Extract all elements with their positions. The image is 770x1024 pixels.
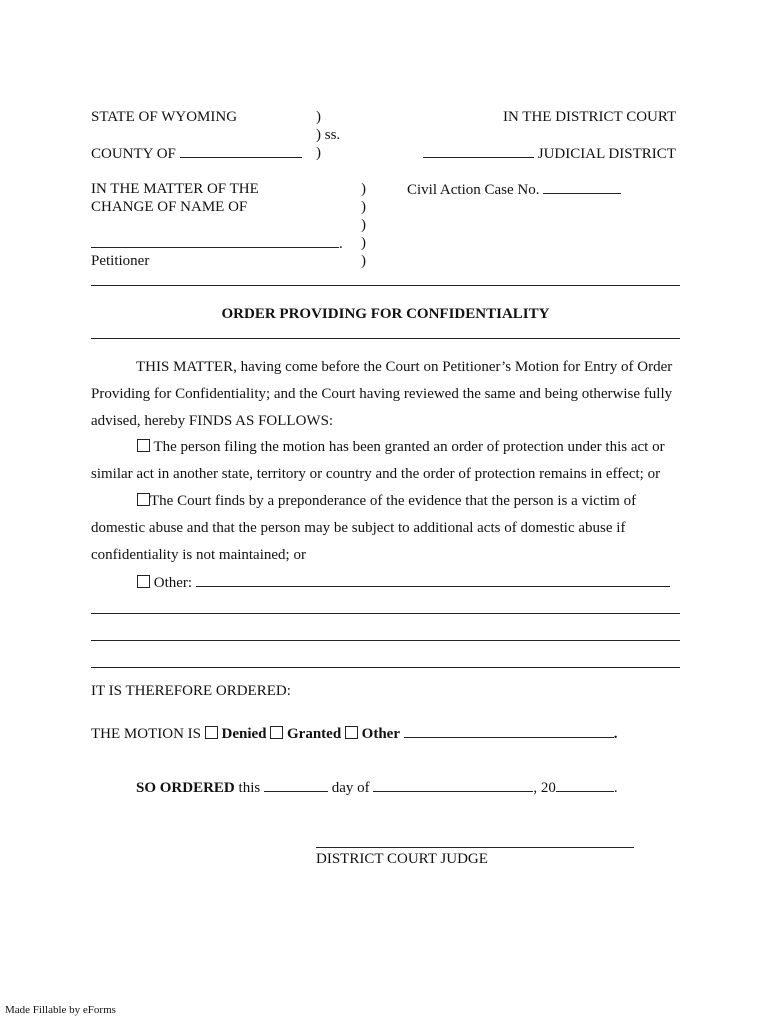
motion-row (91, 724, 618, 743)
finding-2-checkbox[interactable] (137, 493, 150, 506)
petitioner-name-row (91, 234, 343, 253)
matter-line-2: CHANGE OF NAME OF (91, 199, 248, 215)
state-label: STATE OF WYOMING (91, 109, 238, 125)
other-finding-line[interactable] (91, 613, 680, 614)
petitioner-name-field[interactable] (91, 234, 339, 248)
judicial-district-field[interactable] (423, 144, 534, 158)
therefore-ordered: IT IS THEREFORE ORDERED: (91, 683, 291, 699)
finding-2-row (137, 492, 636, 510)
matter-line-1: IN THE MATTER OF THE (91, 181, 259, 197)
court-label: IN THE DISTRICT COURT (503, 109, 677, 125)
this-label: this (238, 780, 261, 796)
caption-paren: ) (361, 199, 366, 215)
so-ordered-label: SO ORDERED (136, 780, 235, 796)
granted-checkbox[interactable] (270, 726, 283, 739)
case-number-row (407, 180, 621, 199)
granted-label: Granted (287, 726, 342, 742)
case-number-field[interactable] (543, 180, 621, 194)
day-of-label: day of (331, 780, 370, 796)
petitioner-period: . (339, 236, 343, 252)
footer-credit: Made Fillable by eForms (5, 1004, 116, 1016)
caption-paren: ) (361, 235, 366, 251)
other-label: Other (361, 726, 400, 742)
page-title: ORDER PROVIDING FOR CONFIDENTIALITY (221, 306, 550, 322)
judicial-district-row (423, 144, 676, 163)
other-finding-checkbox[interactable] (137, 575, 150, 588)
day-field[interactable] (264, 778, 328, 792)
intro-line-1: THIS MATTER, having come before the Court on Petitioner’s Motion for Entry of Order (136, 359, 673, 375)
caption-paren: ) (361, 217, 366, 233)
denied-checkbox[interactable] (205, 726, 218, 739)
year-field[interactable] (556, 778, 614, 792)
month-field[interactable] (373, 778, 533, 792)
year-prefix: , 20 (533, 780, 556, 796)
case-number-label: Civil Action Case No. (407, 182, 540, 198)
intro-line-2: Providing for Confidentiality; and the Court having reviewed the same and being otherwise fully (91, 386, 673, 402)
other-finding-field[interactable] (196, 573, 670, 587)
finding-1-text: The person filing the motion has been granted an order of protection under this act or (153, 439, 665, 455)
county-label: COUNTY OF (91, 146, 176, 162)
other-order-period: . (613, 726, 618, 742)
other-order-field[interactable] (404, 724, 614, 738)
finding-2-line-3: confidentiality is not maintained; or (91, 547, 306, 563)
finding-1-checkbox[interactable] (137, 439, 150, 452)
title-top-rule (91, 285, 680, 286)
petitioner-label: Petitioner (91, 253, 150, 269)
finding-1-row (137, 438, 665, 456)
end-period: . (613, 780, 618, 796)
other-checkbox[interactable] (345, 726, 358, 739)
county-row (91, 144, 302, 163)
other-finding-line[interactable] (91, 640, 680, 641)
intro-line-3: advised, hereby FINDS AS FOLLOWS: (91, 413, 334, 429)
caption-ss: ) ss. (316, 127, 341, 143)
judicial-district-label: JUDICIAL DISTRICT (537, 146, 676, 162)
signature-label: DISTRICT COURT JUDGE (316, 851, 488, 867)
caption-paren: ) (316, 145, 321, 161)
finding-1-line-2: similar act in another state, territory or country and the order of protection remains in effect; or (91, 466, 661, 482)
caption-paren: ) (361, 181, 366, 197)
signature-line[interactable] (316, 847, 634, 848)
so-ordered-row (136, 778, 618, 797)
other-finding-label: Other: (153, 575, 193, 591)
finding-2-text: The Court finds by a preponderance of the evidence that the person is a victim of (150, 493, 637, 509)
other-finding-line[interactable] (91, 667, 680, 668)
title-bottom-rule (91, 338, 680, 339)
denied-label: Denied (221, 726, 267, 742)
caption-paren: ) (361, 253, 366, 269)
finding-2-line-2: domestic abuse and that the person may be subject to additional acts of domestic abuse if (91, 520, 626, 536)
other-finding-row (137, 573, 670, 592)
county-field[interactable] (180, 144, 302, 158)
caption-paren: ) (316, 109, 321, 125)
motion-label: THE MOTION IS (91, 726, 201, 742)
